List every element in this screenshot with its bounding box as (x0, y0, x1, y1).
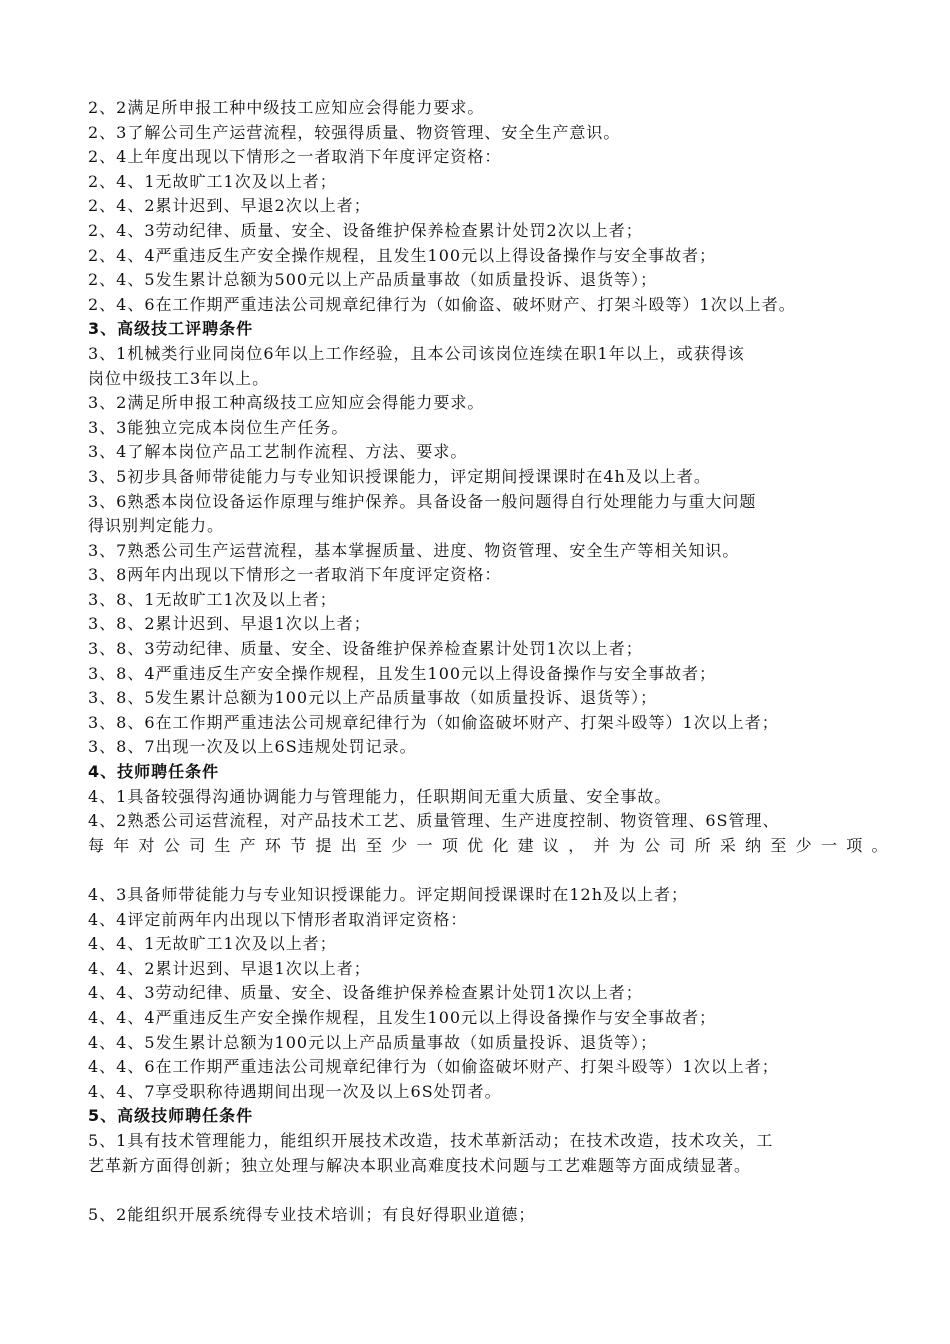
section-heading: 4、技师聘任条件 (88, 762, 220, 782)
text-line: 3、8、7出现一次及以上6S违规处罚记录。 (88, 737, 417, 757)
text-line: 2、2满足所申报工种中级技工应知应会得能力要求。 (88, 98, 485, 117)
paragraph-gap (88, 1178, 888, 1203)
text-line: 3、8、3劳动纪律、质量、安全、设备维护保养检查累计处罚1次以上者； (88, 639, 643, 659)
text-line: 4、3具备师带徒能力与专业知识授课能力。评定期间授课课时在12h及以上者； (88, 885, 689, 904)
text-line: 3、8两年内出现以下情形之一者取消下年度评定资格： (88, 565, 502, 585)
text-line: 3、3能独立完成本岗位生产任务。 (88, 417, 349, 437)
text-line: 4、4、2累计迟到、早退1次以上者； (88, 958, 371, 978)
paragraph-gap (88, 858, 888, 883)
text-line: 得识别判定能力。 (88, 516, 225, 536)
text-line: 每年对公司生产环节提出至少一项优化建议，并为公司所采纳至少一项。 (88, 835, 888, 855)
text-line: 2、4、6在工作期严重违法公司规章纪律行为（如偷盗、破坏财产、打架斗殴等）1次以上者。 (88, 294, 796, 314)
text-line: 4、4、1无故旷工1次及以上者； (88, 934, 337, 954)
text-line: 2、4、3劳动纪律、质量、安全、设备维护保养检查累计处罚2次以上者； (88, 220, 643, 240)
text-line: 3、2满足所申报工种高级技工应知应会得能力要求。 (88, 393, 485, 413)
text-line: 岗位中级技工3年以上。 (88, 368, 270, 388)
text-line: 3、6熟悉本岗位设备运作原理与维护保养。具备设备一般问题得自行处理能力与重大问题 (88, 491, 757, 511)
text-line: 4、1具备较强得沟通协调能力与管理能力，任职期间无重大质量、安全事故。 (88, 786, 672, 806)
text-line: 3、5初步具备师带徒能力与专业知识授课能力，评定期间授课课时在4h及以上者。 (88, 466, 711, 486)
text-line: 4、2熟悉公司运营流程，对产品技术工艺、质量管理、生产进度控制、物资管理、6S管理、 (88, 811, 780, 831)
text-line: 4、4评定前两年内出现以下情形者取消评定资格： (88, 909, 468, 929)
text-line: 5、2能组织开展系统得专业技术培训；有良好得职业道德； (88, 1204, 536, 1224)
text-line: 3、7熟悉公司生产运营流程，基本掌握质量、进度、物资管理、安全生产等相关知识。 (88, 540, 740, 560)
text-line: 3、8、2累计迟到、早退1次以上者； (88, 614, 371, 634)
text-line: 2、3了解公司生产运营流程，较强得质量、物资管理、安全生产意识。 (88, 122, 621, 142)
text-line: 3、8、5发生累计总额为100元以上产品质量事故（如质量投诉、退货等）； (88, 688, 658, 708)
text-line: 4、4、4严重违反生产安全操作规程，且发生100元以上得设备操作与安全事故者； (88, 1007, 717, 1027)
text-line: 3、8、1无故旷工1次及以上者； (88, 589, 337, 609)
text-line: 2、4、1无故旷工1次及以上者； (88, 171, 337, 191)
document-body (88, 96, 888, 1227)
text-line: 3、4了解本岗位产品工艺制作流程、方法、要求。 (88, 442, 468, 462)
text-line: 2、4、4严重违反生产安全操作规程，且发生100元以上得设备操作与安全事故者； (88, 245, 717, 265)
text-line: 2、4、5发生累计总额为500元以上产品质量事故（如质量投诉、退货等）； (88, 270, 658, 290)
text-line: 2、4上年度出现以下情形之一者取消下年度评定资格： (88, 147, 502, 167)
text-line: 4、4、6在工作期严重违法公司规章纪律行为（如偷盗破坏财产、打架斗殴等）1次以上者； (88, 1057, 779, 1077)
text-line: 5、1具有技术管理能力，能组织开展技术改造，技术革新活动；在技术改造，技术攻关，工 (88, 1130, 774, 1150)
text-line: 3、1机械类行业同岗位6年以上工作经验，且本公司该岗位连续在职1年以上，或获得该 (88, 343, 745, 363)
text-line: 4、4、7享受职称待遇期间出现一次及以上6S处罚者。 (88, 1081, 502, 1101)
text-line: 3、8、4严重违反生产安全操作规程，且发生100元以上得设备操作与安全事故者； (88, 663, 717, 683)
section-heading: 3、高级技工评聘条件 (88, 319, 254, 339)
text-line: 2、4、2累计迟到、早退2次以上者； (88, 196, 371, 216)
text-line: 3、8、6在工作期严重违法公司规章纪律行为（如偷盗破坏财产、打架斗殴等）1次以上者； (88, 712, 779, 732)
text-line: 4、4、5发生累计总额为100元以上产品质量事故（如质量投诉、退货等）； (88, 1032, 658, 1052)
text-line: 4、4、3劳动纪律、质量、安全、设备维护保养检查累计处罚1次以上者； (88, 983, 643, 1003)
section-heading: 5、高级技师聘任条件 (88, 1106, 254, 1126)
text-line: 艺革新方面得创新；独立处理与解决本职业高难度技术问题与工艺难题等方面成绩显著。 (88, 1155, 752, 1175)
